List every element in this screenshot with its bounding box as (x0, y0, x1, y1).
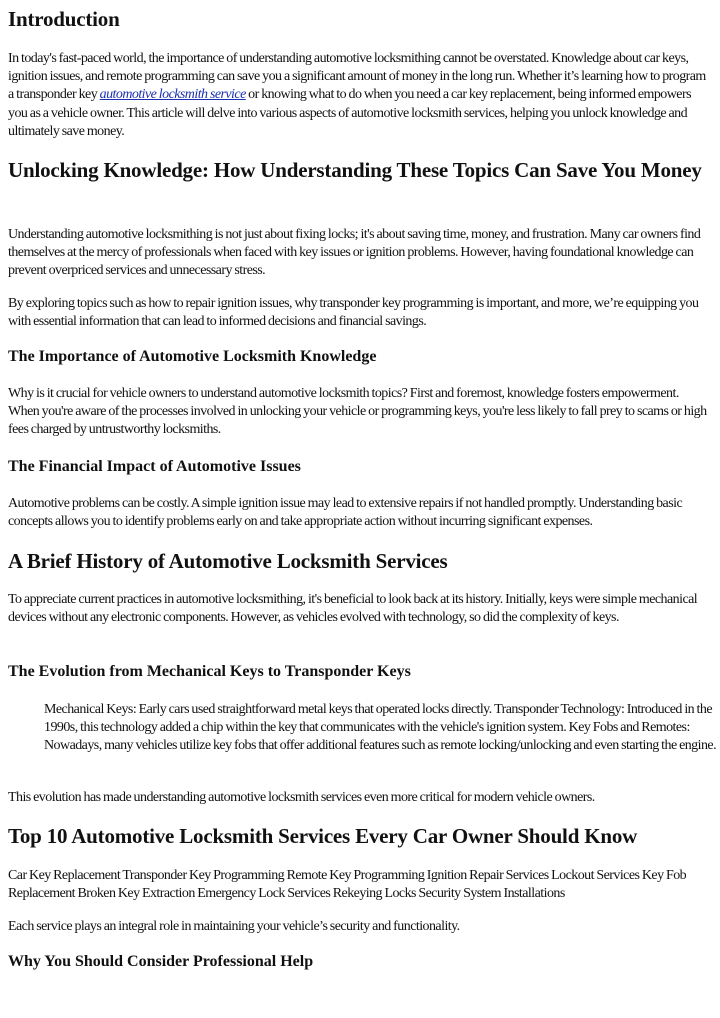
unlocking-paragraph-2: By exploring topics such as how to repair ignition issues, why transponder key programming is important, and more, we’re equipping you with essential information that can lead to informed decisions and financial savings. (8, 296, 699, 330)
list-item: Key Fobs and Remotes: Nowadays, many vehicles utilize key fobs that offer additional features such as remote locking/unlocking and even starting the engine. (44, 720, 717, 754)
list-item: Transponder Technology: Introduced in the 1990s, this technology added a chip within the key that communicates with the vehicle's ignition system. (44, 702, 713, 736)
heading-top-10-services: Top 10 Automotive Locksmith Services Every Car Owner Should Know (8, 824, 638, 848)
intro-text-before-link: In today's fast-paced world, the importance of understanding automotive locksmithing cannot be overstated. Knowledge about car keys, ignition issues, and remote programming can save you a significant amount of money in the long run. Whether it’s learning how to program a transponder key (8, 51, 706, 103)
list-item: Key Fob Replacement (8, 868, 687, 902)
automotive-locksmith-service-link[interactable]: automotive locksmith service (99, 87, 246, 103)
list-item: Transponder Key Programming (122, 868, 285, 883)
history-paragraph: To appreciate current practices in automotive locksmithing, it's beneficial to look back at its history. Initially, keys were simple mechanical devices without any electronic components. However, as vehicles evolved with technology, so did the complexity of keys. (8, 592, 698, 626)
evolution-paragraph: This evolution has made understanding automotive locksmith services even more critical for modern vehicle owners. (8, 790, 595, 805)
heading-importance: The Importance of Automotive Locksmith Knowledge (8, 348, 377, 365)
list-item: Broken Key Extraction (77, 886, 195, 902)
heading-introduction: Introduction (8, 7, 120, 31)
evolution-list (8, 701, 720, 756)
list-item: Emergency Lock Services (197, 886, 331, 902)
heading-evolution: The Evolution from Mechanical Keys to Transponder Keys (8, 663, 411, 680)
heading-financial-impact: The Financial Impact of Automotive Issues (8, 458, 301, 475)
list-item: Security System Installations (418, 886, 565, 902)
list-item: Lockout Services (551, 868, 640, 883)
heading-history: A Brief History of Automotive Locksmith Services (8, 549, 448, 573)
list-item: Car Key Replacement (8, 868, 121, 883)
services-paragraph: Each service plays an integral role in maintaining your vehicle’s security and functionality. (8, 919, 460, 934)
list-item: Mechanical Keys: Early cars used straightforward metal keys that operated locks directly. (44, 702, 492, 717)
financial-paragraph: Automotive problems can be costly. A simple ignition issue may lead to extensive repairs if not handled promptly. Understanding basic concepts allows you to identify problems early on and take appropriate action without incurring significant expenses. (8, 496, 683, 530)
unlocking-paragraph-1: Understanding automotive locksmithing is not just about fixing locks; it's about saving time, money, and frustration. Many car owners find themselves at the mercy of professionals when faced with key issues or ignition problems. However, having foundational knowledge can prevent overpriced services and unnecessary stress. (8, 227, 701, 279)
list-item: Rekeying Locks (332, 886, 416, 902)
services-list (8, 867, 712, 903)
list-item: Remote Key Programming (286, 868, 425, 883)
heading-unlocking-knowledge: Unlocking Knowledge: How Understanding These Topics Can Save You Money (8, 158, 702, 182)
list-item: Ignition Repair Services (426, 868, 549, 883)
importance-paragraph: Why is it crucial for vehicle owners to understand automotive locksmith topics? First and foremost, knowledge fosters empowerment. When you're aware of the processes involved in unlocking your vehicle or programming keys, you're less likely to fall prey to scams or high fees charged by untrustworthy locksmiths. (8, 386, 707, 438)
intro-text-after-link: or knowing what to do when you need a car key replacement, being informed empowers you as a vehicle owner. This article will delve into various aspects of automotive locksmith services, helping you unlock knowledge and ultimately save money. (8, 87, 691, 139)
intro-paragraph (8, 50, 712, 141)
heading-professional-help: Why You Should Consider Professional Help (8, 953, 314, 970)
